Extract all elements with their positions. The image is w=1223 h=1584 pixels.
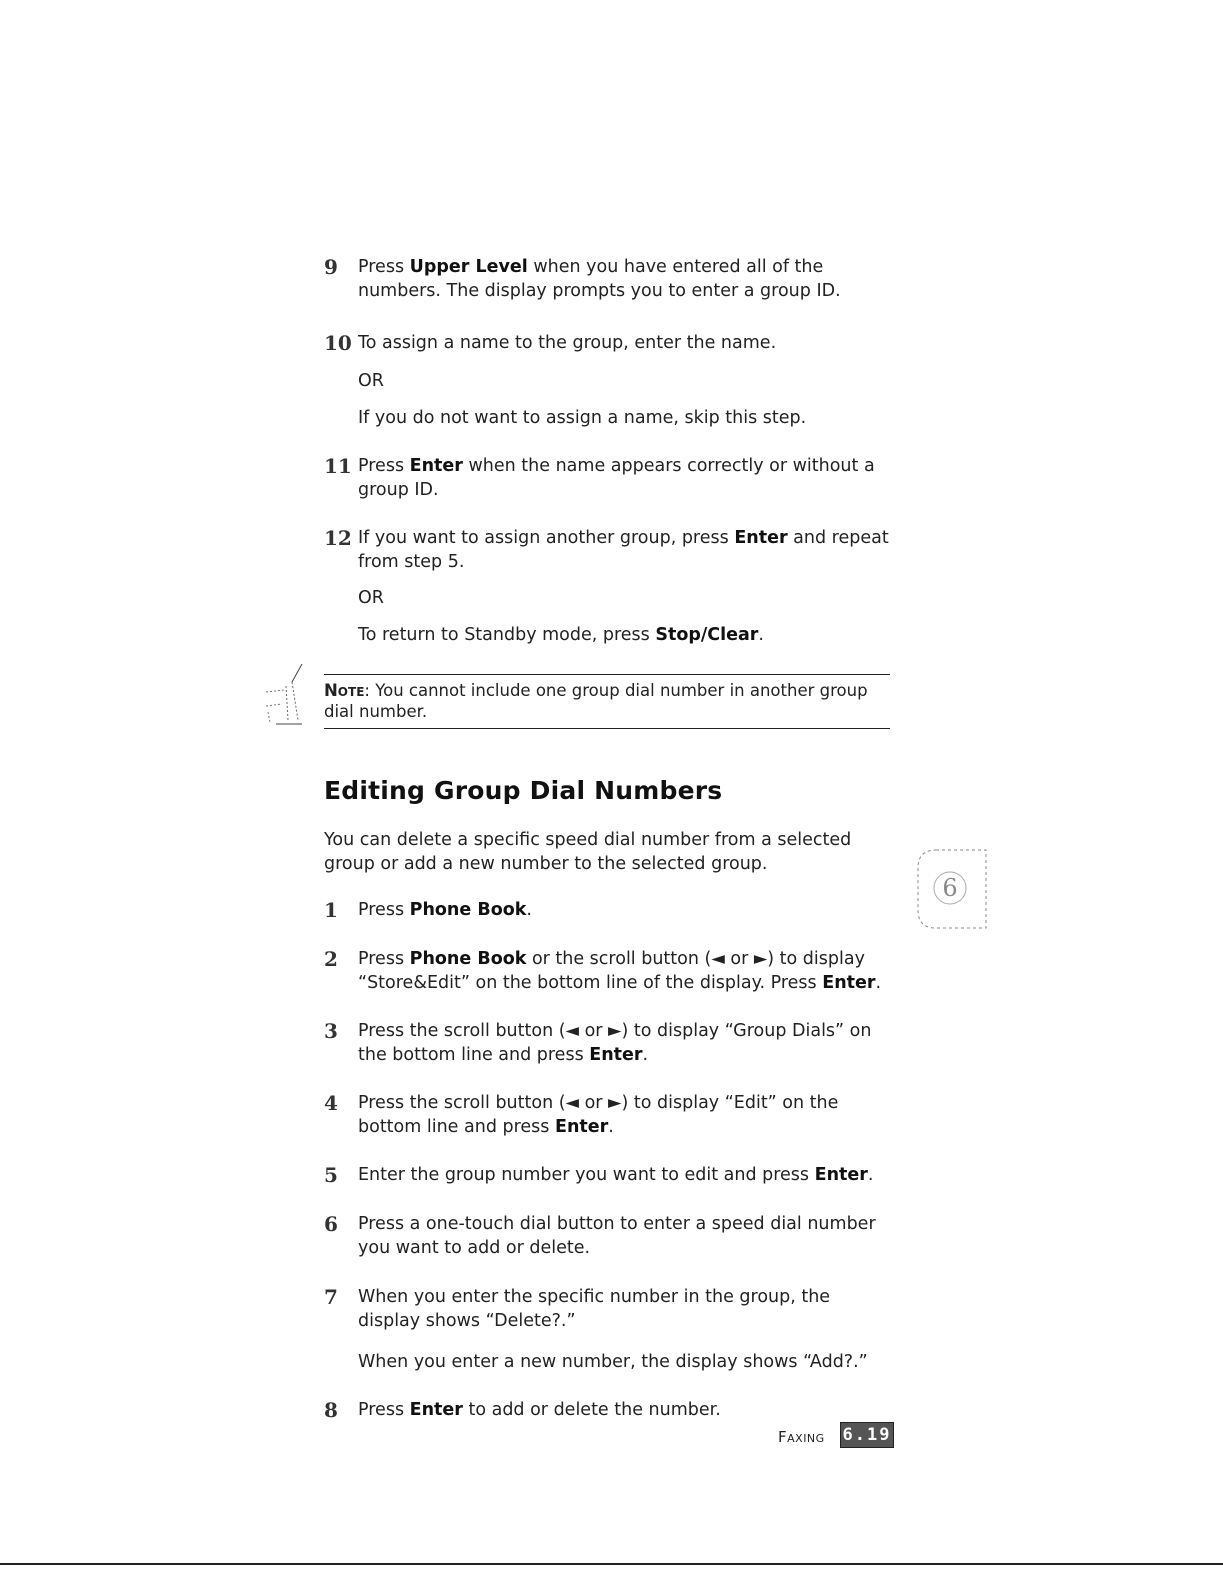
edit-step-4 <box>324 1091 894 1139</box>
text-run: . <box>758 625 764 645</box>
step-text <box>358 1019 894 1067</box>
text-run: Press <box>358 949 410 969</box>
note-box <box>324 680 884 722</box>
step-number: 10 <box>324 331 352 355</box>
text-run: If you want to assign another group, press <box>358 528 735 548</box>
step-text <box>358 1285 894 1333</box>
bold-term: Enter <box>409 1400 463 1420</box>
step-text <box>358 1398 894 1422</box>
step-number: 7 <box>324 1285 338 1309</box>
text-run: Enter the group number you want to edit and press <box>358 1165 815 1185</box>
step-text <box>358 454 894 502</box>
chapter-tab <box>916 846 992 932</box>
bold-term: Enter <box>822 973 876 993</box>
section-heading: Editing Group Dial Numbers <box>324 776 723 805</box>
bold-term: Enter <box>814 1165 868 1185</box>
bold-term: Enter <box>734 528 788 548</box>
step-text <box>358 898 894 922</box>
bold-term: Enter <box>554 1117 609 1137</box>
edit-step-2 <box>324 947 894 995</box>
note-label: Note <box>324 681 365 700</box>
text-run: Press <box>358 1400 410 1420</box>
text-run: Press <box>358 456 410 476</box>
step-12-alternative <box>358 623 898 647</box>
footer-section-label: Faxing <box>778 1428 825 1446</box>
edit-step-3 <box>324 1019 894 1067</box>
text-run: Press <box>358 900 410 920</box>
note-bottom-rule <box>324 728 890 729</box>
edit-step-7 <box>324 1285 894 1333</box>
step-number: 4 <box>324 1091 338 1115</box>
step-number: 6 <box>324 1212 338 1236</box>
bold-term: Phone Book <box>409 900 527 920</box>
text-run: . <box>875 973 882 993</box>
text-run: . <box>526 900 532 920</box>
page-number: 6.19 <box>840 1422 894 1448</box>
edit-step-1 <box>324 898 894 922</box>
section-intro: You can delete a specific speed dial number from a selected group or add a new number to the selected group. <box>324 830 852 874</box>
step-text <box>358 1163 894 1187</box>
text-run: Press the scroll button (◄ or ►) to display “Group Dials” on the bottom line and press <box>358 1021 872 1065</box>
note-text: : You cannot include one group dial number in another group dial number. <box>324 681 868 721</box>
step-text <box>358 947 894 995</box>
or-label: OR <box>358 371 384 391</box>
text-run: when the name appears correctly or without a group ID. <box>358 456 875 500</box>
text-run: . <box>608 1117 614 1137</box>
step-9 <box>324 255 894 303</box>
step-10-alternative: If you do not want to assign a name, skip this step. <box>358 408 807 428</box>
text-run: . <box>642 1045 649 1065</box>
step-number: 12 <box>324 526 352 550</box>
step-number: 3 <box>324 1019 338 1043</box>
step-number: 1 <box>324 898 338 922</box>
note-top-rule <box>324 674 890 675</box>
bold-term: Enter <box>409 456 463 476</box>
step-7-alternative: When you enter a new number, the display shows “Add?.” <box>358 1352 868 1372</box>
text-run: Press the scroll button (◄ or ►) to display “Edit” on the bottom line and press <box>358 1093 839 1137</box>
step-number: 8 <box>324 1398 338 1422</box>
bold-term: Phone Book <box>409 949 527 969</box>
text-run: Press <box>358 257 410 277</box>
text-run: to add or delete the number. <box>462 1400 721 1420</box>
page-bottom-rule <box>0 1563 1223 1565</box>
step-12 <box>324 526 894 574</box>
text-run: When you enter the specific number in the group, the display shows “Delete?.” <box>358 1287 831 1331</box>
step-text <box>358 1091 894 1139</box>
step-10 <box>324 331 894 355</box>
step-number: 9 <box>324 255 338 279</box>
step-text <box>358 526 894 574</box>
bold-term: Enter <box>589 1045 643 1065</box>
step-number: 11 <box>324 454 352 478</box>
bold-term: Upper Level <box>409 257 528 277</box>
step-number: 2 <box>324 947 338 971</box>
text-run: and repeat from step 5. <box>358 528 889 572</box>
text-run: To return to Standby mode, press <box>358 625 656 645</box>
step-number: 5 <box>324 1163 338 1187</box>
note-pen-icon <box>262 662 306 726</box>
edit-step-5 <box>324 1163 894 1187</box>
or-label: OR <box>358 588 384 608</box>
text-run: To assign a name to the group, enter the name. <box>358 333 777 353</box>
edit-step-8 <box>324 1398 894 1422</box>
step-11 <box>324 454 894 502</box>
step-text <box>358 1212 894 1260</box>
step-text <box>358 331 894 355</box>
text-run: when you have entered all of the numbers. The display prompts you to enter a group ID. <box>358 257 841 301</box>
text-run: or the scroll button (◄ or ►) to display “Store&Edit” on the bottom line of the display. Press <box>358 949 865 993</box>
text-run: Press a one-touch dial button to enter a speed dial number you want to add or delete. <box>358 1214 876 1258</box>
text-run: . <box>867 1165 874 1185</box>
edit-step-6 <box>324 1212 894 1260</box>
bold-term: Stop/Clear <box>655 625 759 645</box>
chapter-number: 6 <box>942 874 958 902</box>
step-text <box>358 255 894 303</box>
